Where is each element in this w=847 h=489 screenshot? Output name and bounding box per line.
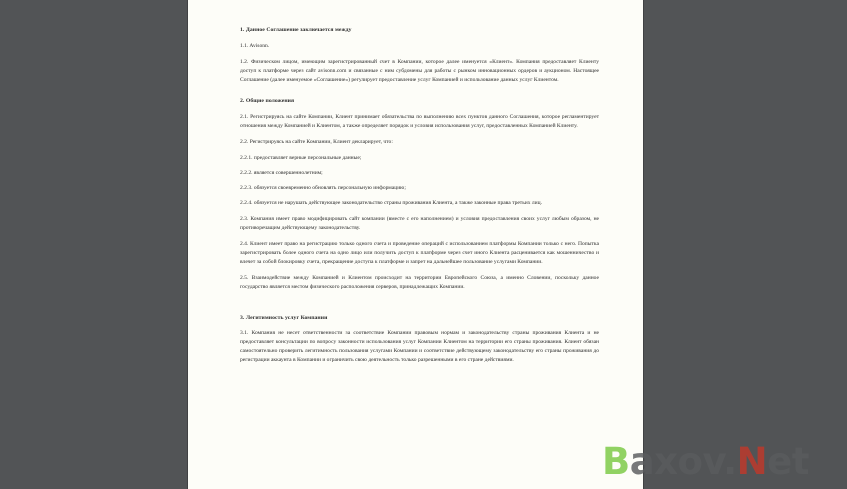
- paragraph-2-3: 2.3. Компания имеет право модифицировать сайт компании (вместе с его наполнением) и условия предоставления своих услуг любым образом, не противоречащим действующему законодательству.: [240, 215, 599, 231]
- section-heading-1: 1. Данное Соглашение заключается между: [240, 27, 352, 33]
- watermark-letter-n: N: [736, 440, 768, 483]
- paragraph-1-1: 1.1. Avisonn.: [240, 42, 270, 49]
- paragraph-2-5: 2.5. Взаимодействие между Компанией и Клиентом происходит на территории Европейского Союза, а именно Словении, поскольку данное государство является местом физического расположения серверов, принадлежащих Компании.: [240, 274, 599, 290]
- paragraph-1-2: 1.2. Физическом лицом, имеющим зарегистрированный счет в Компании, которое далее именуется «Клиент». Компания предоставляет Клиенту доступ к платформе через сайт avisonn.com и связанные с ним субдомены для работы с рынком инновационных ордеров и аукционом. Настоящее Соглашение (далее именуемое «Соглашение») регулирует предоставление услуг Компанией и использование данных услуг Клиентом.: [240, 58, 599, 83]
- document-page: [188, 0, 643, 489]
- paragraph-2-2: 2.2. Регистрируясь на сайте Компании, Клиент декларирует, что:: [240, 139, 393, 145]
- paragraph-2-4: 2.4. Клиент имеет право на регистрацию только одного счета и проведение операций с использованием платформы Компании только с него. Попытка зарегистрировать более одного счета на одно лицо или получить доступ к платформе через счет иного Клиента расценивается как мошенничество и влечет за собой блокировку счета, прекращение доступа к платформе и запрет на дальнейшее пользование услугами Компании.: [240, 240, 599, 265]
- paragraph-2-2-3: 2.2.3. обязуется своевременно обновлять персональную информацию;: [240, 184, 406, 191]
- paragraph-2-2-2: 2.2.2. является совершеннолетним;: [240, 169, 323, 176]
- watermark-letter-b: B: [602, 440, 630, 483]
- watermark-dot: .: [723, 440, 737, 483]
- paragraph-2-2-4: 2.2.4. обязуется не нарушать действующее законодательство страны проживания Клиента, а также законные права третьих лиц.: [240, 199, 542, 206]
- section-heading-3: 3. Легитимность услуг Компании: [240, 314, 328, 321]
- watermark-text-axov: axov: [629, 440, 724, 483]
- section-heading-2: 2. Общие положения: [240, 98, 295, 105]
- document-body: [240, 26, 599, 365]
- watermark-text-et: et: [767, 440, 809, 483]
- paragraph-3-1: 3.1. Компания не несет ответственности за соответствие Компании правовым нормам и законодательству страны проживания Клиента и не предоставляет консультации по вопросу законности использования услуг Компании Клиентом на территории его страны проживания. Клиент обязан самостоятельно проверить легитимность пользования услугами Компании и соответствие действующему законодательству его страны проживания до регистрации аккаунта в Компании и ограничить свою деятельность только разрешенными в его стране действиями.: [240, 330, 599, 364]
- paragraph-2-2-1: 2.2.1. предоставляет верные персональные данные;: [240, 154, 362, 161]
- paragraph-2-1: 2.1. Регистрируясь на сайте Компании, Клиент принимает обязательства по выполнению всех пунктов данного Соглашения, которое регламентирует отношения между Компанией и Клиентом, а также определяет порядок и условия использования услуг, предоставленных Компанией Клиенту.: [240, 114, 599, 130]
